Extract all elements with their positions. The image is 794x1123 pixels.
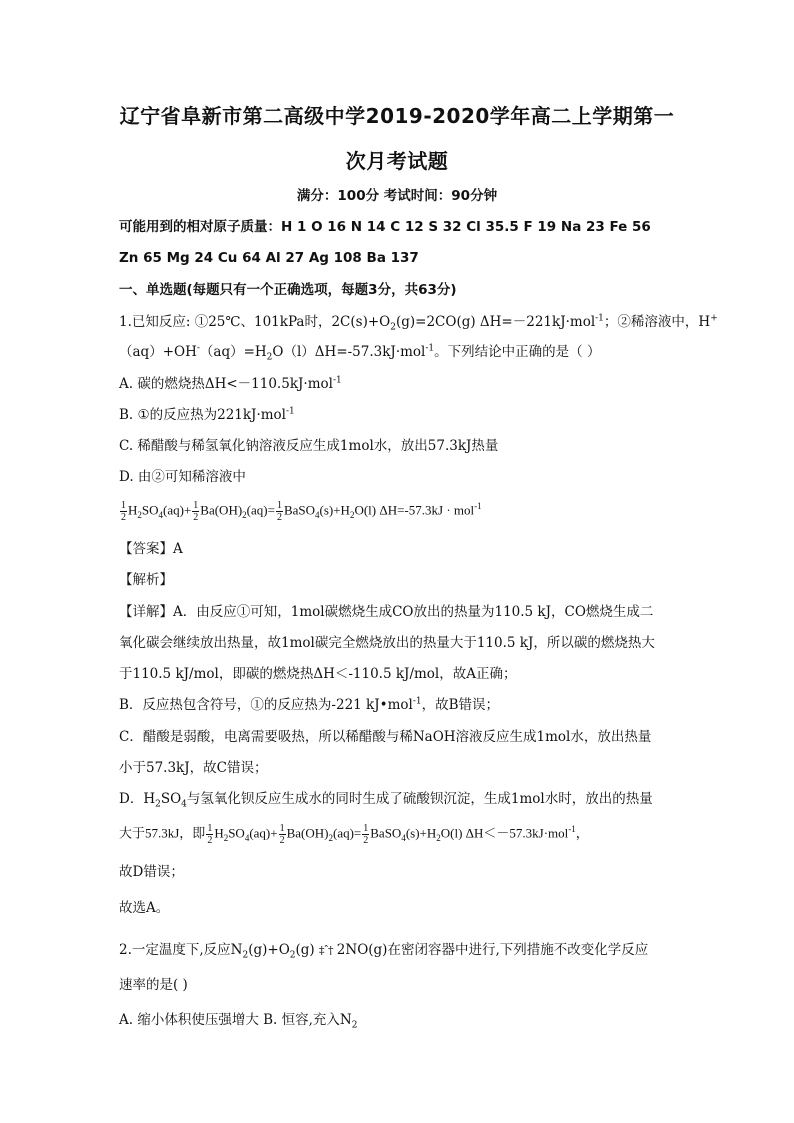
q1-option-b: B. ①的反应热为221kJ·mol$^{-1}$ xyxy=(119,406,295,423)
q1-option-c: C. 稀醋酸与稀氢氧化钠溶液反应生成1mol水，放出57.3kJ热量 xyxy=(119,438,499,454)
title-line-2: 次月考试题 xyxy=(345,149,449,173)
q1-detail-5: C．醋酸是弱酸，电离需要吸热，所以稀醋酸与稀NaOH溶液反应生成1mol水，放出热量 xyxy=(119,729,652,745)
q1-detail-9: 故D错误； xyxy=(119,864,184,880)
q1-detail-7: D．$H_2SO_4$与氢氧化钡反应生成水的同时生成了硫酸钡沉淀，生成1mol水时，放出的热量 xyxy=(119,791,653,810)
fraction-half: $\frac{1}{2}$ xyxy=(279,823,285,846)
title-line-1: 辽宁省阜新市第二高级中学2019-2020学年高二上学期第一 xyxy=(119,104,675,128)
q1-answer: 【答案】A xyxy=(119,541,183,557)
q1-detail-3: 于110.5 kJ/mol，即碳的燃烧热ΔH＜-110.5 kJ/mol，故A正确； xyxy=(119,666,517,682)
q1-stem-line-1: 1.已知反应: ①25℃、101kPa时，$2C(s)+O_2(g)=2CO(g)$ ΔH=－221kJ·mol$^{-1}$；②稀溶液中，H+ xyxy=(119,313,718,333)
q1-conclusion: 故选A。 xyxy=(119,900,170,916)
q1-detail-2: 氧化碳会继续放出热量，故1mol碳完全燃烧放出的热量大于110.5 kJ，所以碳的燃烧热大 xyxy=(119,635,655,651)
section-heading: 一、单选题(每题只有一个正确选项，每题3分，共63分) xyxy=(119,282,457,298)
q2-options-ab: A. 缩小体积使压强增大 B. 恒容,充入$N_2$ xyxy=(119,1012,358,1031)
q1-option-d: D. 由②可知稀溶液中 xyxy=(119,469,246,485)
fraction-half: $\frac{1}{2}$ xyxy=(121,500,126,523)
q2-stem-line-2: 速率的是( ) xyxy=(119,977,188,993)
q1-option-d-formula: $\frac{1}{2}$ $H_2SO_4(aq)+$ $\frac{1}{2}$ $Ba(OH)_2(aq)=$ $\frac{1}{2}$ $BaSO_4(s)+H_2O(l) \Delta H=-57.3kJ \cdot mol^{-1}$ xyxy=(121,500,482,523)
fraction-half: $\frac{1}{2}$ xyxy=(276,500,282,523)
equilibrium-arrow-icon: ‡ˆ† xyxy=(319,944,333,957)
q1-analysis-label: 【解析】 xyxy=(119,572,173,588)
q1-detail-4: B．反应热包含符号，①的反应热为-221 kJ•mol$^{-1}$，故B错误； xyxy=(119,696,500,713)
q1-option-a: A. 碳的燃烧热ΔH<－110.5kJ·mol$^{-1}$ xyxy=(119,375,342,392)
fraction-half: $\frac{1}{2}$ xyxy=(363,823,369,846)
exam-info: 满分：100分 考试时间：90分钟 xyxy=(296,188,498,204)
q1-detail-8: 大于57.3kJ，即 $\frac{1}{2}$ $H_2SO_4(aq)+$ $\frac{1}{2}$ $Ba(OH)_2(aq)=$ $\frac{1}{2}$ $BaSO_4(s)+H_2O(l)$ ΔH＜－57.3kJ·mol$^{-1}$， xyxy=(119,823,589,846)
atomic-mass-line-2: Zn 65 Mg 24 Cu 64 Al 27 Ag 108 Ba 137 xyxy=(119,250,419,266)
atomic-mass-line-1: 可能用到的相对原子质量：H 1 O 16 N 14 C 12 S 32 Cl 35.5 F 19 Na 23 Fe 56 xyxy=(119,219,651,235)
fraction-half: $\frac{1}{2}$ xyxy=(207,823,213,846)
q2-stem-line-1: 2.一定温度下,反应$N_2(g)+O_2(g)$ ‡ˆ† 2NO(g)在密闭容器中进行,下列措施不改变化学反应 xyxy=(119,942,649,961)
q1-stem-line-2: $(aq)+OH^-(aq)=H_2O(l)\Delta H=-57.3kJ\cdot mol^{-1}$。下列结论中正确的是（ ） xyxy=(119,343,601,363)
q1-detail-1: 【详解】A．由反应①可知，1mol碳燃烧生成CO放出的热量为110.5 kJ，CO燃烧生成二 xyxy=(119,604,654,620)
q1-detail-6: 小于57.3kJ，故C错误； xyxy=(119,760,268,776)
fraction-half: $\frac{1}{2}$ xyxy=(193,500,199,523)
